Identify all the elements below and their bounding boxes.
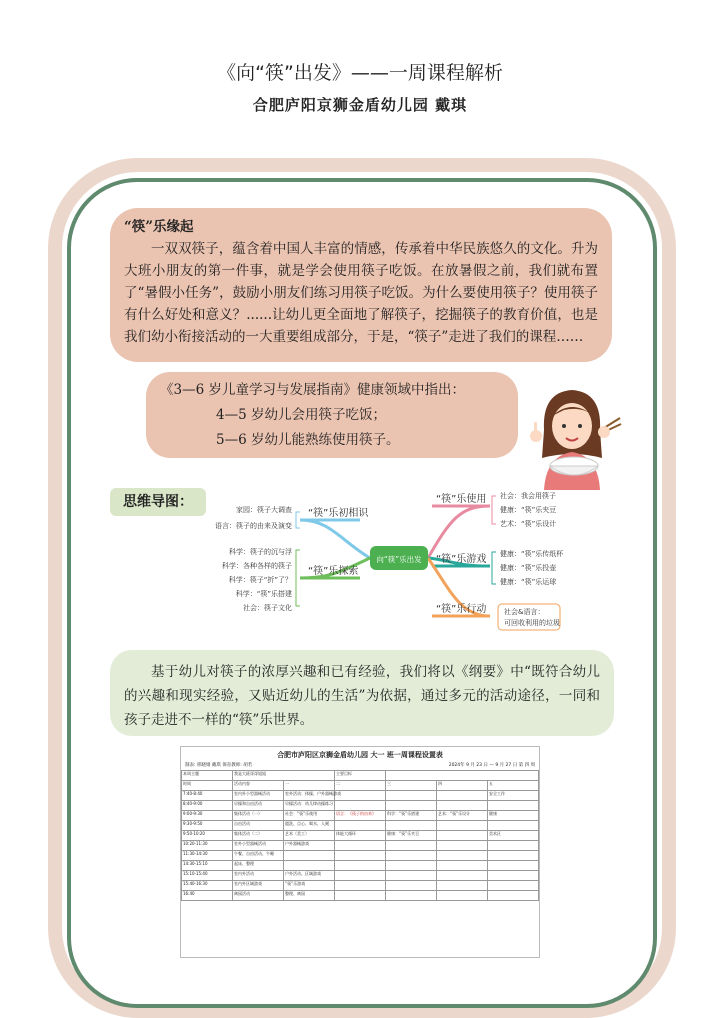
table-cell: 早操和自由活动	[233, 801, 284, 811]
table-cell	[386, 791, 437, 801]
table-cell	[437, 891, 488, 901]
table-cell	[386, 851, 437, 861]
table-cell: 艺术（美工）	[284, 831, 335, 841]
table-row	[182, 791, 539, 801]
branch-title: “筷”乐探索	[308, 566, 359, 577]
table-row	[182, 811, 539, 821]
table-cell	[437, 871, 488, 881]
table-cell: 健康	[488, 811, 539, 821]
cell: 我是大班哥哥姐姐	[233, 771, 335, 781]
page-title: 《向“筷”出发》——一周课程解析	[217, 62, 503, 84]
table-cell	[386, 801, 437, 811]
guide-item: 4—5 岁幼儿会用筷子吃饭；	[216, 407, 386, 423]
table-cell: 室外小型器械活动	[233, 841, 284, 851]
table-cell	[488, 821, 539, 831]
table-cell	[335, 881, 386, 891]
table-cell	[335, 841, 386, 851]
mind-map	[200, 480, 580, 640]
leaf-text: 科学：筷子的沉与浮	[229, 548, 292, 556]
table-cell: 四	[437, 781, 488, 791]
table-cell: 室内外小型器械活动	[233, 791, 284, 801]
schedule-title: 合肥市庐阳区京狮金盾幼儿园 大一 班一周课程设置表	[277, 751, 443, 759]
table-cell	[437, 861, 488, 871]
leaf-text: 科学：筷子“折”了？	[228, 576, 292, 584]
basis-paragraph: 基于幼儿对筷子的浓厚兴趣和已有经验，我们将以《纲要》中“既符合幼儿的兴趣和现实经验，又贴近幼儿的生活”为依据，通过多元的活动途径，一同和孩子走进不一样的“筷”乐世界。	[124, 664, 600, 728]
table-cell	[386, 891, 437, 901]
table-cell: 盥洗、点心、喝水、入厕	[284, 821, 335, 831]
leaf-text: 科学：各种各样的筷子	[222, 562, 292, 570]
table-cell	[488, 851, 539, 861]
table-cell: 室内外区域游戏	[233, 881, 284, 891]
leaf-text: 社会&语言：	[504, 608, 545, 616]
cell: 本周主题	[182, 771, 233, 781]
leaf-text: 语言：筷子的由来及演变	[215, 522, 292, 530]
girl-with-chopsticks-illustration	[522, 380, 622, 490]
branch-title: “筷”乐初相识	[308, 508, 369, 519]
guide-item: 5—6 岁幼儿能熟练使用筷子。	[216, 432, 400, 448]
table-cell	[437, 791, 488, 801]
schedule-meta-right: 2024年 9 月 23 日 — 9 月 27 日 第 四 周	[448, 763, 535, 768]
table-cell	[488, 861, 539, 871]
table-row	[182, 821, 539, 831]
cell: 主要目标	[335, 771, 386, 781]
table-cell: 自由活动	[233, 821, 284, 831]
table-cell	[488, 881, 539, 891]
table-cell: 16:40	[182, 891, 233, 901]
leaf-text: 健康：“筷”乐传纸杯	[500, 550, 564, 558]
origin-paragraph: 一双双筷子，蕴含着中国人丰富的情感，传承着中华民族悠久的文化。升为大班小朋友的第一件事，就是学会使用筷子吃饭。在放暑假之前，我们就布置了“暑假小任务”，鼓励小朋友们练习用筷子吃饭。为什么要使用筷子？使用筷子有什么好处和意义？......让幼儿更全面地了解筷子，挖掘筷子的教育价值，也是我们幼小衔接活动的一大重要组成部分，于是，“筷子”走进了我们的课程……	[124, 241, 598, 345]
table-cell: 7:40-8:40	[182, 791, 233, 801]
leaf-text: 健康：“筷”乐夹豆	[500, 506, 557, 514]
table-cell: 活动内容	[233, 781, 284, 791]
table-cell: 户外器械游戏	[284, 841, 335, 851]
leaf-text: 社会：筷子文化	[243, 604, 292, 612]
table-cell: 9:30-9:50	[182, 821, 233, 831]
table-cell: 整理、离园	[284, 891, 335, 901]
table-cell: 时间	[182, 781, 233, 791]
table-row	[182, 831, 539, 841]
table-cell: 室内外活动	[233, 871, 284, 881]
leaf-text: 艺术：“筷”乐设计	[500, 520, 557, 528]
table-cell: 集体活动（二）	[233, 831, 284, 841]
table-cell: 科学：“筷”乐搭建	[386, 811, 437, 821]
table-row	[182, 891, 539, 901]
table-cell: 15:10-15:40	[182, 871, 233, 881]
table-cell: 三	[386, 781, 437, 791]
basis-section	[110, 650, 614, 736]
table-cell: 安全工作	[488, 791, 539, 801]
table-cell: 美术区	[488, 831, 539, 841]
table-cell	[386, 821, 437, 831]
table-cell	[284, 851, 335, 861]
schedule-theme-row	[182, 771, 539, 781]
table-cell	[335, 891, 386, 901]
mindmap-center-text: 向“筷”乐出发	[376, 555, 422, 564]
table-cell: 9:00-9:30	[182, 811, 233, 821]
table-cell: 离园活动	[233, 891, 284, 901]
leaf-text: 家园：筷子大调查	[236, 506, 292, 514]
schedule-meta-left: 制表: 邢晓婧 戴琪 保育教师: 胡若	[185, 763, 253, 768]
branch-title: “筷”乐游戏	[436, 554, 487, 565]
table-cell: 15:40-16:30	[182, 881, 233, 891]
mindmap-label: 思维导图：	[110, 488, 206, 516]
table-row	[182, 801, 539, 811]
cell	[386, 771, 539, 781]
table-row	[182, 781, 539, 791]
schedule-meta	[181, 760, 539, 770]
table-cell	[386, 861, 437, 871]
table-cell	[335, 851, 386, 861]
leaf-text: 可回收利用的垃圾	[504, 619, 560, 627]
table-cell	[335, 821, 386, 831]
table-cell	[437, 841, 488, 851]
leaf-text: 社会：我会用筷子	[500, 492, 556, 500]
table-row	[182, 881, 539, 891]
table-cell	[437, 831, 488, 841]
author-line: 合肥庐阳京狮金盾幼儿园 戴琪	[252, 96, 468, 114]
table-cell: 早操活动：幼儿律动操练习	[284, 801, 335, 811]
table-cell: 五	[488, 781, 539, 791]
table-cell	[488, 841, 539, 851]
table-cell: 二	[335, 781, 386, 791]
table-cell: 户外活动、区域游戏	[284, 871, 335, 881]
weekly-schedule-table	[180, 746, 540, 958]
table-cell: 一	[284, 781, 335, 791]
origin-section	[110, 208, 612, 362]
guide-line: 《3—6 岁儿童学习与发展指南》健康领域中指出：	[160, 382, 465, 398]
table-row	[182, 841, 539, 851]
guide-section	[146, 372, 518, 458]
table-cell: 社会：“筷”乐使用	[284, 811, 335, 821]
table-cell: 14:30-15:10	[182, 861, 233, 871]
table-cell: 语言：《筷子的由来》	[335, 811, 386, 821]
table-cell: 艺术：“筷”乐设计	[437, 811, 488, 821]
table-row	[182, 871, 539, 881]
table-cell	[335, 791, 386, 801]
table-cell: 集体活动（一）	[233, 811, 284, 821]
table-cell	[488, 801, 539, 811]
table-row	[182, 851, 539, 861]
table-cell: 起床、整理	[233, 861, 284, 871]
table-cell	[335, 861, 386, 871]
table-cell	[437, 851, 488, 861]
origin-heading: “筷”乐缘起	[124, 219, 194, 235]
table-cell	[488, 891, 539, 901]
table-cell: 8:40-9:00	[182, 801, 233, 811]
table-cell	[437, 821, 488, 831]
table-cell: 健康：“筷”乐夹豆	[386, 831, 437, 841]
table-cell	[386, 841, 437, 851]
table-cell	[488, 871, 539, 881]
table-cell	[335, 871, 386, 881]
table-cell: “筷”乐游戏	[284, 881, 335, 891]
table-cell	[437, 801, 488, 811]
table-cell: 室外活动：体操、户外器械游戏	[284, 791, 335, 801]
table-cell	[284, 861, 335, 871]
table-cell	[335, 801, 386, 811]
branch-title: “筷”乐使用	[436, 494, 487, 505]
branch-title: “筷”乐行动	[436, 604, 487, 615]
table-cell: 午餐、自由活动、午睡	[233, 851, 284, 861]
table-cell: 9:50-10:20	[182, 831, 233, 841]
table-cell	[437, 881, 488, 891]
table-cell: 10:20-11:30	[182, 841, 233, 851]
schedule-grid	[181, 770, 539, 901]
table-cell: 体能大循环	[335, 831, 386, 841]
leaf-text: 健康：“筷”乐投壶	[500, 564, 557, 572]
table-cell	[386, 871, 437, 881]
table-cell	[386, 881, 437, 891]
leaf-text: 健康：“筷”乐运球	[500, 578, 557, 586]
table-row	[182, 861, 539, 871]
table-cell: 11:30-14:30	[182, 851, 233, 861]
leaf-text: 科学：“筷”乐搭建	[235, 590, 292, 598]
